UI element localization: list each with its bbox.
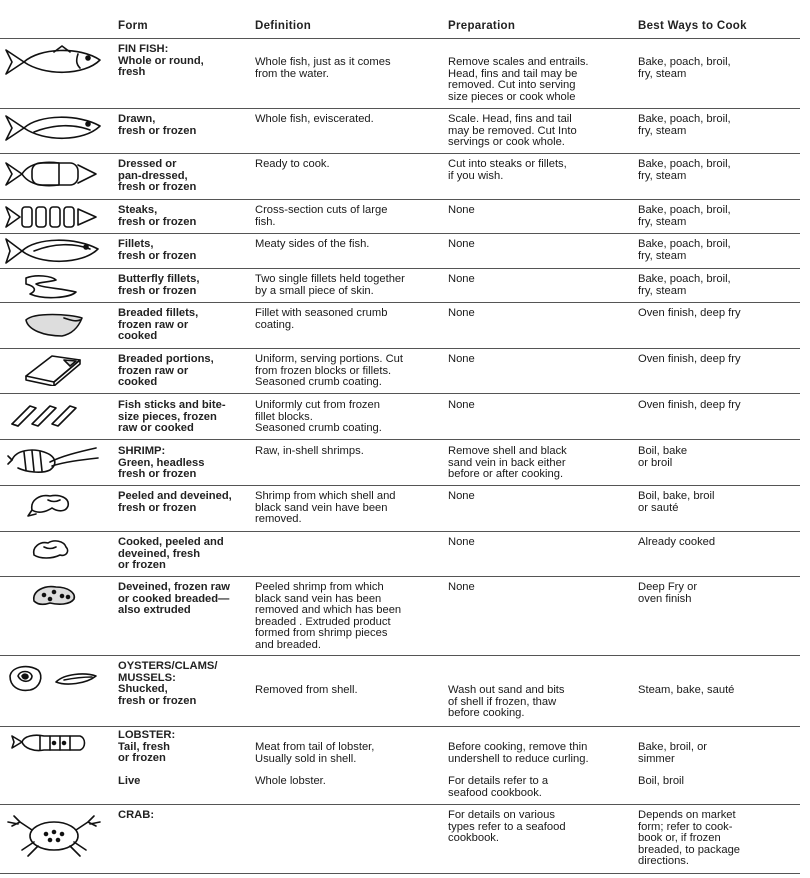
row-definition: Cross-section cuts of large fish. xyxy=(255,204,388,228)
row-preparation: None xyxy=(448,273,475,285)
row-cook: Bake, poach, broil, fry, steam xyxy=(638,273,731,297)
row-cook: Depends on market form; refer to cook- book or, if frozen breaded, to package directions. xyxy=(638,809,741,868)
row-definition: Two single fillets held together by a small piece of skin. xyxy=(255,273,405,297)
row-cook: Boil, broil xyxy=(638,775,685,787)
row-form: Dressed or pan-dressed, fresh or frozen xyxy=(118,158,197,194)
cooked-shrimp-icon xyxy=(4,533,104,565)
row-cook: Already cooked xyxy=(638,536,716,548)
row-definition: Whole fish, eviscerated. xyxy=(255,113,374,125)
row-divider xyxy=(0,153,800,154)
row-definition: Shrimp from which shell and black sand vein have been removed. xyxy=(255,490,396,526)
row-cook: Boil, bake or broil xyxy=(638,445,688,469)
row-form: Cooked, peeled and deveined, fresh or frozen xyxy=(118,536,224,572)
row-form: SHRIMP: Green, headless fresh or frozen xyxy=(118,445,205,481)
lobster-tail-icon xyxy=(4,728,104,758)
row-preparation: For details on various types refer to a seafood cookbook. xyxy=(448,809,566,845)
header-rule xyxy=(0,38,800,39)
drawn-fish-icon xyxy=(4,110,104,146)
row-definition: Uniformly cut from frozen fillet blocks. Seasoned crumb coating. xyxy=(255,399,382,435)
row-preparation: Before cooking, remove thin undershell to reduce curling. xyxy=(448,741,589,765)
row-divider xyxy=(0,726,800,727)
row-definition: Uniform, serving portions. Cut from frozen blocks or fillets. Seasoned crumb coating. xyxy=(255,353,403,389)
row-form: LOBSTER: Tail, fresh or frozen xyxy=(118,729,176,765)
row-form: Fillets, fresh or frozen xyxy=(118,238,197,262)
oyster-icon xyxy=(4,660,104,696)
row-definition: Raw, in-shell shrimps. xyxy=(255,445,364,457)
row-divider xyxy=(0,655,800,656)
row-preparation: None xyxy=(448,399,475,411)
row-divider xyxy=(0,576,800,577)
row-form: CRAB: xyxy=(118,809,155,821)
row-divider xyxy=(0,268,800,269)
row-cook: Bake, broil, or simmer xyxy=(638,741,708,765)
row-form: Peeled and deveined, fresh or frozen xyxy=(118,490,232,514)
row-preparation: Cut into steaks or fillets, if you wish. xyxy=(448,158,567,182)
row-definition: Meaty sides of the fish. xyxy=(255,238,370,250)
row-cook: Bake, poach, broil, fry, steam xyxy=(638,113,731,137)
row-form: Breaded portions, frozen raw or cooked xyxy=(118,353,214,389)
row-definition: Whole lobster. xyxy=(255,775,326,787)
row-definition: Whole fish, just as it comes from the water. xyxy=(255,56,391,80)
row-cook: Bake, poach, broil, fry, steam xyxy=(638,56,731,80)
peeled-shrimp-icon xyxy=(4,488,104,520)
row-preparation: Scale. Head, fins and tail may be removed. Cut Into servings or cook whole. xyxy=(448,113,577,149)
row-divider xyxy=(0,804,800,805)
fish-sticks-icon xyxy=(4,396,104,432)
row-cook: Oven finish, deep fry xyxy=(638,353,741,365)
header-definition: Definition xyxy=(255,20,312,32)
row-form: Steaks, fresh or frozen xyxy=(118,204,197,228)
row-cook: Bake, poach, broil, fry, steam xyxy=(638,204,731,228)
row-cook: Bake, poach, broil, fry, steam xyxy=(638,158,731,182)
row-divider xyxy=(0,302,800,303)
row-preparation: Remove scales and entrails. Head, fins and tail may be removed. Cut into serving size pieces or cook whole xyxy=(448,56,589,103)
header-best-ways-to-cook: Best Ways to Cook xyxy=(638,20,747,32)
shrimp-icon xyxy=(4,442,104,478)
row-preparation: None xyxy=(448,204,475,216)
row-preparation: None xyxy=(448,238,475,250)
row-form: Breaded fillets, frozen raw or cooked xyxy=(118,307,199,343)
row-form: OYSTERS/CLAMS/ MUSSELS: Shucked, fresh or frozen xyxy=(118,660,218,707)
row-cook: Oven finish, deep fry xyxy=(638,399,741,411)
row-divider xyxy=(0,233,800,234)
breaded-shrimp-icon xyxy=(4,579,104,611)
row-definition: Ready to cook. xyxy=(255,158,330,170)
row-cook: Oven finish, deep fry xyxy=(638,307,741,319)
row-divider xyxy=(0,393,800,394)
row-form: Drawn, fresh or frozen xyxy=(118,113,197,137)
row-definition: Peeled shrimp from which black sand vein has been removed and which has been breaded . Extruded product formed from shrimp pieces and breaded. xyxy=(255,581,402,651)
row-preparation: Wash out sand and bits of shell if frozen, thaw before cooking. xyxy=(448,684,565,720)
row-divider xyxy=(0,485,800,486)
header-preparation: Preparation xyxy=(448,20,516,32)
fish-steaks-icon xyxy=(4,201,104,233)
row-preparation: None xyxy=(448,490,475,502)
row-definition: Fillet with seasoned crumb coating. xyxy=(255,307,388,331)
fish-fillet-icon xyxy=(4,235,104,267)
row-cook: Deep Fry or oven finish xyxy=(638,581,698,605)
row-definition: Removed from shell. xyxy=(255,684,358,696)
crab-icon xyxy=(4,810,104,860)
row-divider xyxy=(0,199,800,200)
row-preparation: None xyxy=(448,581,475,593)
dressed-fish-icon xyxy=(4,155,104,193)
row-preparation: None xyxy=(448,307,475,319)
breaded-portion-icon xyxy=(4,350,104,386)
row-preparation: None xyxy=(448,536,475,548)
row-divider xyxy=(0,531,800,532)
row-definition: Meat from tail of lobster, Usually sold in shell. xyxy=(255,741,375,765)
row-divider xyxy=(0,873,800,874)
row-divider xyxy=(0,348,800,349)
row-cook: Steam, bake, sauté xyxy=(638,684,735,696)
row-cook: Boil, bake, broil or sauté xyxy=(638,490,715,514)
row-form: Fish sticks and bite- size pieces, frozen raw or cooked xyxy=(118,399,226,435)
header-form: Form xyxy=(118,20,148,32)
row-form: FIN FISH: Whole or round, fresh xyxy=(118,43,204,79)
row-cook: Bake, poach, broil, fry, steam xyxy=(638,238,731,262)
butterfly-fillet-icon xyxy=(4,270,104,302)
row-divider xyxy=(0,439,800,440)
row-divider xyxy=(0,108,800,109)
row-form: Live xyxy=(118,775,141,787)
whole-fish-icon xyxy=(4,42,104,82)
breaded-fillet-icon xyxy=(4,306,104,342)
row-preparation: None xyxy=(448,353,475,365)
row-form: Deveined, frozen raw or cooked breaded— also extruded xyxy=(118,581,230,617)
row-preparation: Remove shell and black sand vein in back either before or after cooking. xyxy=(448,445,567,481)
row-form: Butterfly fillets, fresh or frozen xyxy=(118,273,200,297)
row-preparation: For details refer to a seafood cookbook. xyxy=(448,775,549,799)
